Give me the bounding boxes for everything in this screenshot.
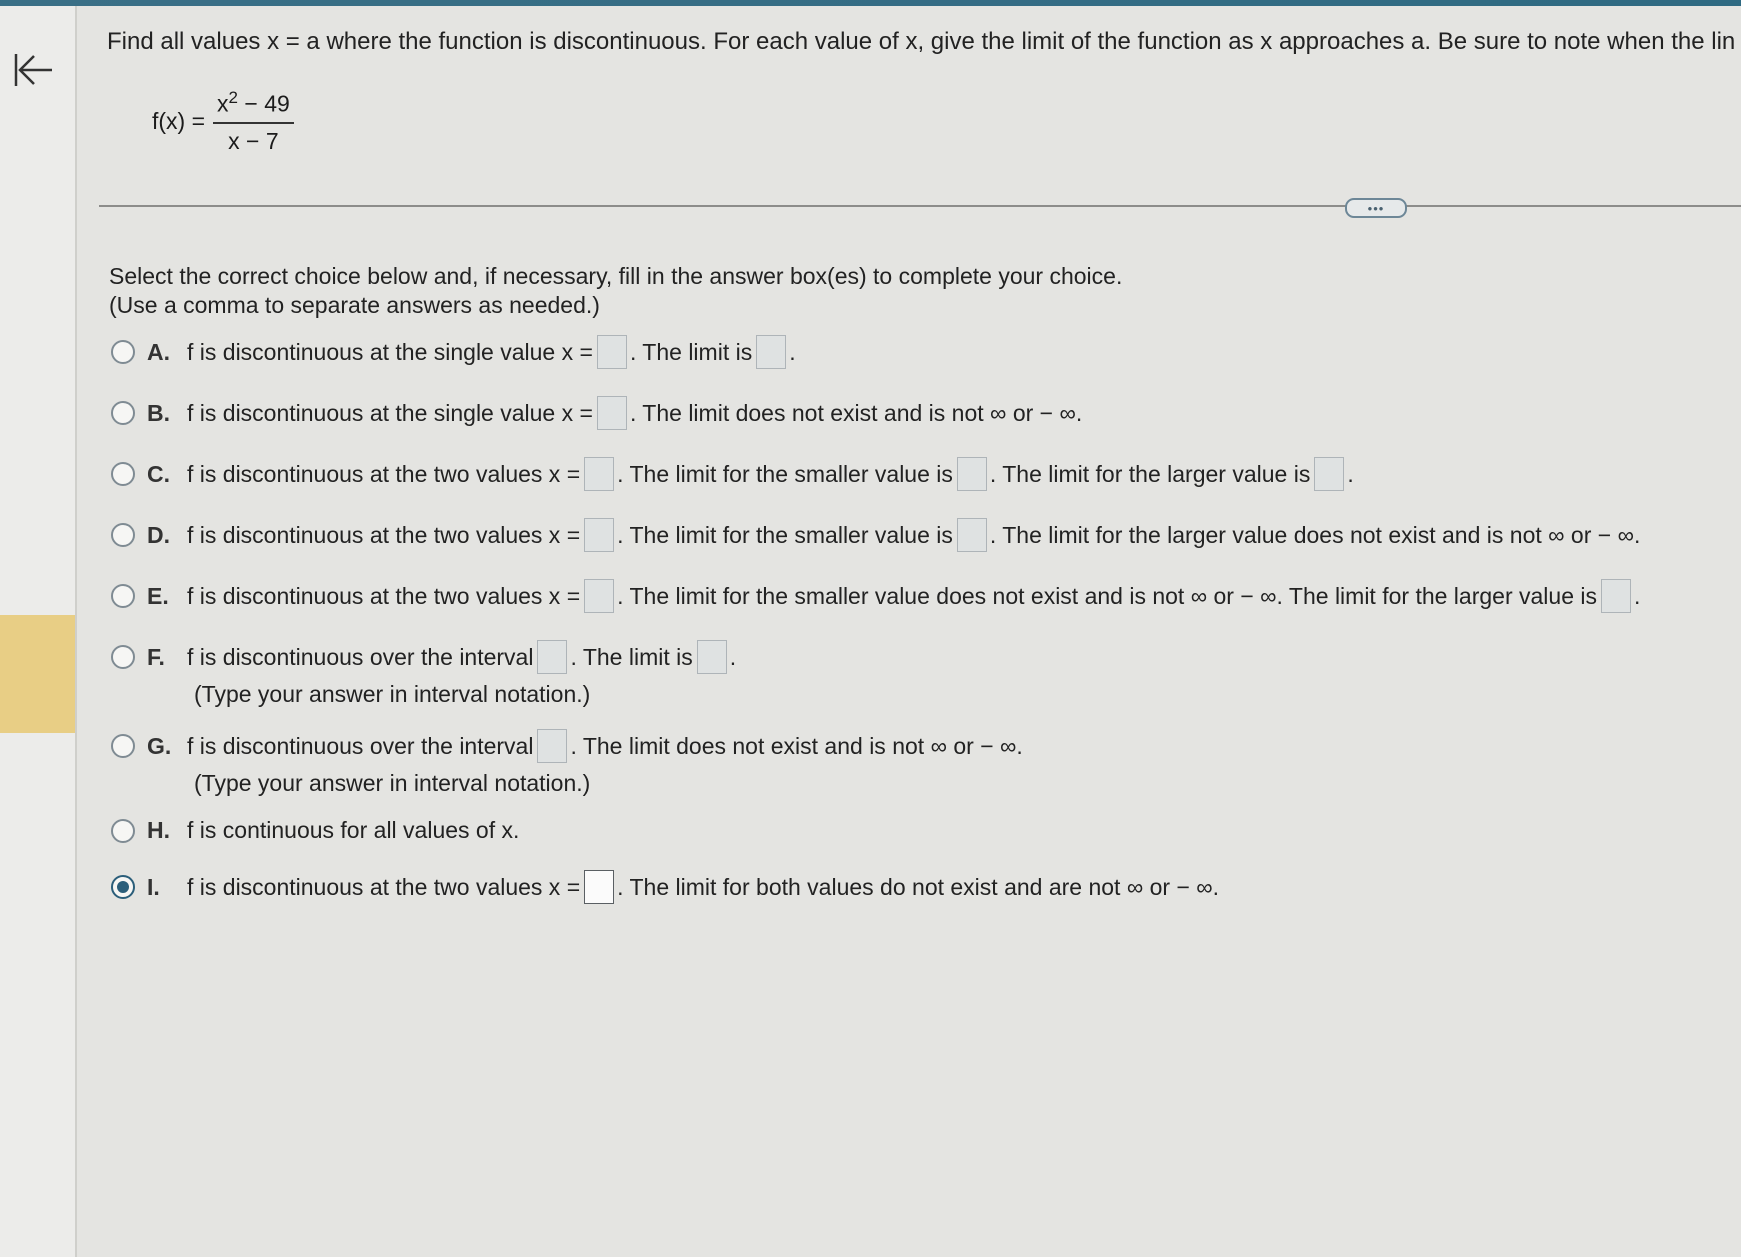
- answer-box[interactable]: [584, 518, 614, 552]
- choice-d[interactable]: D. f is discontinuous at the two values x = . The limit for the smaller value is . The limit for the larger value does not exist and is not ∞ or − ∞.: [111, 518, 1640, 552]
- answer-box[interactable]: [597, 396, 627, 430]
- instructions-line-1: Select the correct choice below and, if necessary, fill in the answer box(es) to complete your choice.: [109, 263, 1123, 289]
- answer-box[interactable]: [756, 335, 786, 369]
- answer-box[interactable]: [597, 335, 627, 369]
- radio-button[interactable]: [111, 819, 135, 843]
- choice-letter: B.: [147, 399, 170, 426]
- answer-box[interactable]: [584, 457, 614, 491]
- radio-button[interactable]: [111, 523, 135, 547]
- choice-e[interactable]: E. f is discontinuous at the two values x = . The limit for the smaller value does not exist and is not ∞ or − ∞. The limit for the larger value is .: [111, 579, 1640, 613]
- choice-letter: A.: [147, 338, 170, 365]
- choice-letter: H.: [147, 817, 170, 843]
- choice-i[interactable]: I. f is discontinuous at the two values x = . The limit for both values do not exist and are not ∞ or − ∞.: [111, 870, 1219, 904]
- instructions: [109, 262, 1122, 320]
- more-options-button[interactable]: •••: [1345, 198, 1407, 218]
- choice-h[interactable]: H. f is continuous for all values of x.: [111, 817, 519, 844]
- question-text: Find all values x = a where the function is discontinuous. For each value of x, give the limit of the function as x approaches a. Be sure to note when the lin: [107, 28, 1736, 55]
- radio-button[interactable]: [111, 401, 135, 425]
- choice-letter: I.: [147, 873, 160, 900]
- choice-g-note: (Type your answer in interval notation.): [194, 770, 591, 796]
- choice-a[interactable]: A. f is discontinuous at the single value x = . The limit is .: [111, 335, 796, 369]
- question-panel: [77, 6, 1741, 1257]
- choice-letter: C.: [147, 460, 170, 487]
- radio-button[interactable]: [111, 645, 135, 669]
- function-formula: [152, 88, 294, 155]
- fraction: [213, 88, 294, 155]
- choice-letter: F.: [147, 643, 165, 670]
- side-tab[interactable]: [0, 615, 75, 733]
- function-label: f(x) =: [152, 107, 206, 134]
- radio-button[interactable]: [111, 340, 135, 364]
- radio-button-selected[interactable]: [111, 875, 135, 899]
- choice-b[interactable]: B. f is discontinuous at the single value x = . The limit does not exist and is not ∞ or − ∞.: [111, 396, 1082, 430]
- answer-box[interactable]: [697, 640, 727, 674]
- choice-letter: E.: [147, 582, 169, 609]
- back-button[interactable]: [10, 46, 58, 94]
- radio-button[interactable]: [111, 734, 135, 758]
- back-to-start-icon: [12, 50, 56, 90]
- answer-box[interactable]: [584, 579, 614, 613]
- choice-f[interactable]: F. f is discontinuous over the interval . The limit is .: [111, 640, 736, 674]
- fraction-denominator: x − 7: [228, 127, 279, 154]
- answer-box[interactable]: [957, 457, 987, 491]
- answer-box[interactable]: [537, 729, 567, 763]
- choice-f-note: (Type your answer in interval notation.): [194, 681, 591, 707]
- choice-letter: G.: [147, 732, 172, 759]
- choice-c[interactable]: C. f is discontinuous at the two values x = . The limit for the smaller value is . The limit for the larger value is .: [111, 457, 1354, 491]
- choice-g[interactable]: G. f is discontinuous over the interval . The limit does not exist and is not ∞ or − ∞.: [111, 729, 1023, 763]
- answer-box[interactable]: [957, 518, 987, 552]
- radio-button[interactable]: [111, 462, 135, 486]
- radio-button[interactable]: [111, 584, 135, 608]
- fraction-numerator: $x^2 - 49$: [213, 88, 294, 124]
- answer-box-active[interactable]: [584, 870, 614, 904]
- answer-box[interactable]: [1601, 579, 1631, 613]
- instructions-line-2: (Use a comma to separate answers as needed.): [109, 292, 600, 318]
- choice-letter: D.: [147, 521, 170, 548]
- answer-box[interactable]: [537, 640, 567, 674]
- divider: [99, 205, 1741, 207]
- answer-box[interactable]: [1314, 457, 1344, 491]
